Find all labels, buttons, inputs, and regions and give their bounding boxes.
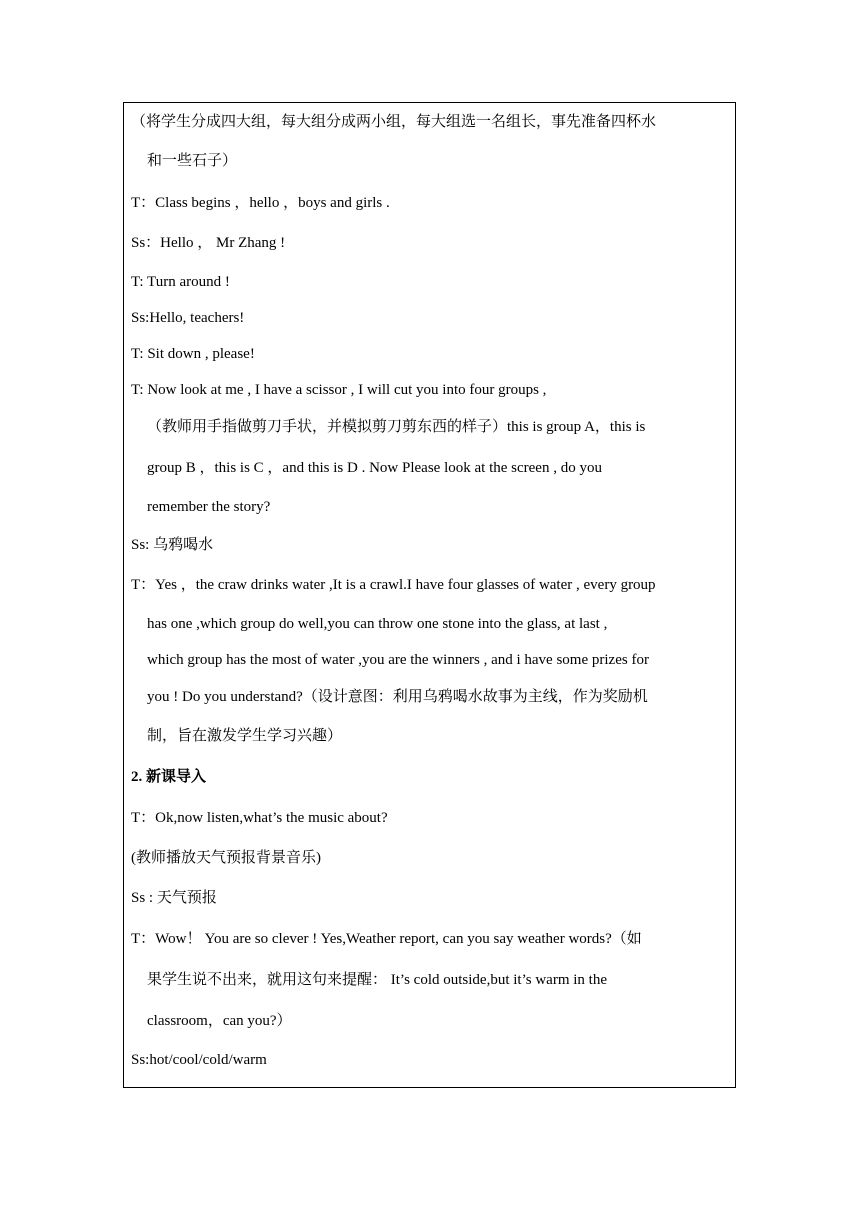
text-line: (教师播放天气预报背景音乐) <box>131 850 321 866</box>
text-line: （教师用手指做剪刀手状，并模拟剪刀剪东西的样子）this is group A，this is <box>147 419 646 435</box>
section-heading: 2. 新课导入 <box>131 769 207 785</box>
text-line: T：Wow！ You are so clever ! Yes,Weather report, can you say weather words?（如 <box>131 931 642 947</box>
text-line: （将学生分成四大组，每大组分成两小组，每大组选一名组长，事先准备四杯水 <box>131 114 657 130</box>
text-line: remember the story? <box>147 499 271 515</box>
text-line: T：Yes ，the craw drinks water ,It is a crawl.I have four glasses of water , every group <box>131 577 656 593</box>
text-line: has one ,which group do well,you can throw one stone into the glass, at last , <box>147 616 608 632</box>
text-line: T：Ok,now listen,what’s the music about? <box>131 810 388 826</box>
text-line: group B ，this is C ，and this is D . Now Please look at the screen , do you <box>147 460 602 476</box>
text-line: 果学生说不出来，就用这句来提醒： It’s cold outside,but it’s warm in the <box>147 972 607 988</box>
text-line: you ! Do you understand?（设计意图：利用乌鸦喝水故事为主线，作为奖励机 <box>147 689 648 705</box>
text-line: which group has the most of water ,you are the winners , and i have some prizes for <box>147 652 649 668</box>
text-line: 制，旨在激发学生学习兴趣） <box>147 728 343 744</box>
text-line: classroom，can you?） <box>147 1013 292 1029</box>
text-line: T: Turn around ! <box>131 274 230 290</box>
text-line: Ss: 乌鸦喝水 <box>131 537 214 553</box>
text-line: Ss : 天气预报 <box>131 890 217 906</box>
text-line: Ss:hot/cool/cold/warm <box>131 1052 267 1068</box>
text-line: T: Sit down , please! <box>131 346 255 362</box>
text-line: Ss:Hello, teachers! <box>131 310 245 326</box>
text-line: Ss：Hello ， Mr Zhang ! <box>131 235 286 251</box>
text-line: 和一些石子） <box>147 153 238 169</box>
text-line: T：Class begins ，hello ，boys and girls . <box>131 195 390 211</box>
text-line: T: Now look at me , I have a scissor , I will cut you into four groups , <box>131 382 547 398</box>
